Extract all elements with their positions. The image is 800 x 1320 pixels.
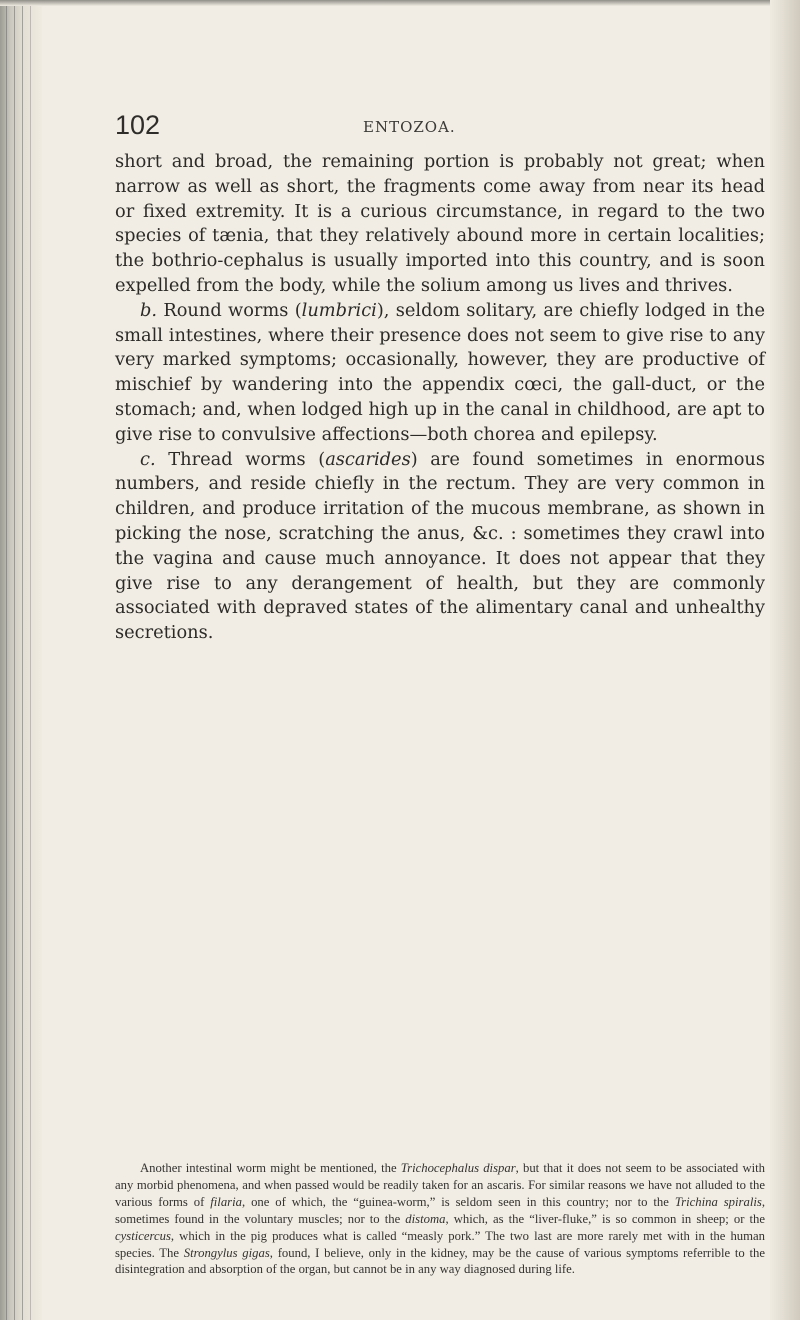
term-ascarides: ascarides bbox=[325, 448, 411, 470]
term-lumbrici: lumbrici bbox=[301, 299, 377, 321]
paragraph-thread-worms: c. Thread worms (ascarides) are found sometimes in enormous numbers, and reside chiefly in the rectum. They are very common in children, and produce irritation of the mucous membrane, as shown in picking the nose, scratching the anus, &c. : sometimes they crawl into the vagina and cause much annoyance. It does not appear that they give rise to any derangement of health, but they are commonly associated with depraved states of the alimentary canal and unhealthy secretions. bbox=[115, 448, 765, 644]
page-header bbox=[115, 110, 785, 144]
page-right-edge bbox=[770, 0, 800, 1320]
page-binding-shadow bbox=[0, 0, 42, 1320]
item-label-c: c. bbox=[140, 448, 156, 470]
page-top-edge bbox=[0, 0, 800, 6]
footnote: Another intestinal worm might be mentioned, the Trichocephalus dispar, but that it does not seem to be associated with any morbid phenomena, and when passed would be readily taken for an ascaris. For similar reasons we have not alluded to the various forms of filaria, one of which, the “guinea-worm,” is seldom seen in this country; nor to the Trichina spiralis, sometimes found in the voluntary muscles; nor to the distoma, which, as the “liver-fluke,” is so common in sheep; or the cysticercus, which in the pig produces what is called “measly pork.” The two last are more rarely met with in the human species. The Strongylus gigas, found, I believe, only in the kidney, may be the cause of various symptoms referrible to the disintegration and absorption of the organ, but cannot be in any way diagnosed during life. bbox=[115, 1161, 765, 1277]
paragraph-round-worms: b. Round worms (lumbrici), seldom solitary, are chiefly lodged in the small intestines, where their presence does not seem to give rise to any very marked symptoms; occasionally, however, they are productive of mischief by wandering into the appendix cœci, the gall-duct, or the stomach; and, when lodged high up in the canal in childhood, are apt to give rise to convulsive affections—both chorea and epilepsy. bbox=[115, 299, 765, 445]
running-head: ENTOZOA. bbox=[363, 118, 456, 136]
item-label-b: b. bbox=[140, 299, 158, 321]
body-text bbox=[115, 150, 765, 646]
page-number: 102 bbox=[115, 110, 161, 140]
paragraph-continuation: short and broad, the remaining portion is probably not great; when narrow as well as short, the fragments come away from near its head or fixed extremity. It is a curious circumstance, in regard to the two species of tænia, that they relatively abound more in certain localities; the bothrio-cephalus is usually imported into this country, and is soon expelled from the body, while the solium among us lives and thrives. bbox=[115, 151, 765, 296]
